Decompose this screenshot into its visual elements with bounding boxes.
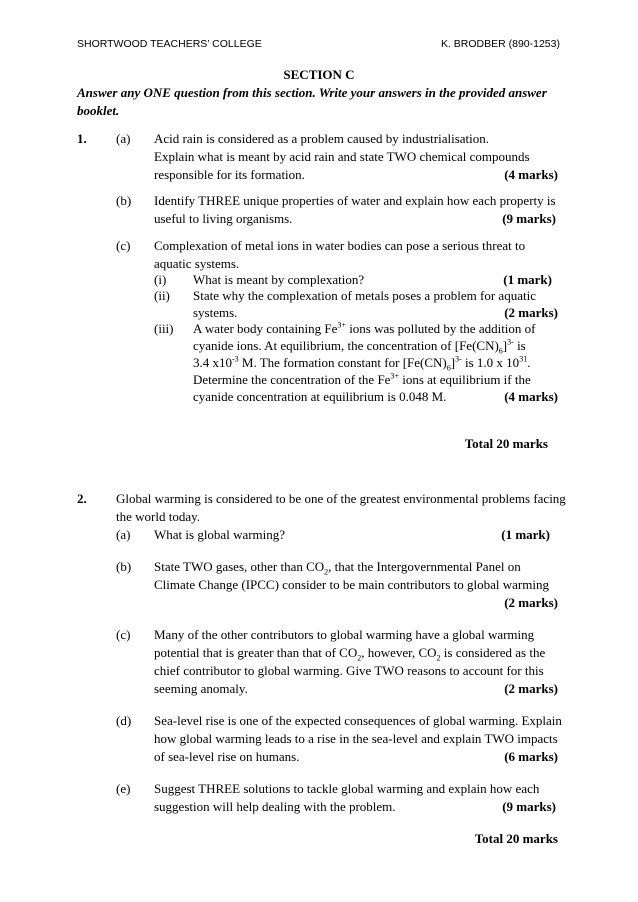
q1ci-label: (i)	[154, 272, 167, 287]
q2d-line-3: of sea-level rise on humans.	[154, 749, 300, 764]
q2d-line-2: how global warming leads to a rise in the sea-level and explain TWO impacts	[154, 731, 558, 746]
q1cii-marks: (2 marks)	[504, 305, 558, 320]
q2c-line-2: potential that is greater than that of $CO_2$, however, $CO_2$ is considered as the	[154, 645, 546, 663]
q2c-marks: (2 marks)	[504, 681, 558, 696]
q2b-marks: (2 marks)	[504, 595, 558, 610]
q2-intro-line-2: the world today.	[116, 509, 200, 524]
q2-total: Total 20 marks	[474, 831, 558, 846]
q1b-line-2: useful to living organisms.	[154, 211, 293, 226]
section-title: SECTION C	[283, 67, 355, 82]
q1a-line-3: responsible for its formation.	[154, 167, 305, 182]
q1ciii-label: (iii)	[154, 321, 174, 336]
q1b-label: (b)	[116, 193, 132, 208]
q1ciii-line-3: 3.4 $x10^{-3}$ M. The formation constant for $[Fe(CN)_6]^{3-}$ is 1.0 x $10^{31}$.	[193, 354, 531, 373]
instructions-line-2: booklet.	[77, 103, 120, 118]
q1ciii-line-5: cyanide concentration at equilibrium is 0.048 M.	[193, 389, 447, 404]
q2b-label: (b)	[116, 559, 132, 574]
q1c-line-2: aquatic systems.	[154, 256, 240, 271]
q1a-label: (a)	[116, 131, 131, 146]
q2a-marks: (1 mark)	[501, 527, 550, 542]
q2d-marks: (6 marks)	[504, 749, 558, 764]
q2c-line-1: Many of the other contributors to global warming have a global warming	[154, 627, 535, 642]
q1a-line-2: Explain what is meant by acid rain and state TWO chemical compounds	[154, 149, 530, 164]
q2c-line-4: seeming anomaly.	[154, 681, 248, 696]
q2d-line-1: Sea-level rise is one of the expected consequences of global warming. Explain	[154, 713, 562, 728]
q1c-label: (c)	[116, 238, 131, 253]
q1ciii-line-1: A water body containing $Fe^{3+}$ ions was polluted by the addition of	[193, 320, 536, 336]
q1cii-line-1: State why the complexation of metals poses a problem for aquatic	[193, 288, 536, 303]
instructions-line-1: Answer any ONE question from this section. Write your answers in the provided answer	[77, 85, 547, 100]
q1a-line-1: Acid rain is considered as a problem caused by industrialisation.	[154, 131, 490, 146]
q2e-marks: (9 marks)	[502, 799, 556, 814]
q1ci-text: What is meant by complexation?	[193, 272, 365, 287]
q2-intro-line-1: Global warming is considered to be one of the greatest environmental problems facing	[116, 491, 566, 506]
q1c-line-1: Complexation of metal ions in water bodies can pose a serious threat to	[154, 238, 526, 253]
q2e-line-1: Suggest THREE solutions to tackle global warming and explain how each	[154, 781, 540, 796]
q1ciii-line-4: Determine the concentration of the $Fe^{3+}$ ions at equilibrium if the	[193, 371, 531, 387]
q1cii-line-2: systems.	[193, 305, 238, 320]
q2b-line-1: State TWO gases, other than $CO_2$, that the Intergovernmental Panel on	[154, 559, 521, 577]
header-college: SHORTWOOD TEACHERS’ COLLEGE	[77, 38, 262, 50]
q1ciii-line-2: cyanide ions. At equilibrium, the concentration of $[Fe(CN)_6]^{3-}$ is	[193, 337, 526, 356]
q1cii-label: (ii)	[154, 288, 170, 303]
q1ci-marks: (1 mark)	[503, 272, 552, 287]
q1b-line-1: Identify THREE unique properties of water and explain how each property is	[154, 193, 556, 208]
q2b-line-2: Climate Change (IPCC) consider to be main contributors to global warming	[154, 577, 549, 592]
q2e-label: (e)	[116, 781, 131, 796]
q1ciii-marks: (4 marks)	[504, 389, 558, 404]
q2-number: 2.	[77, 491, 87, 506]
q2c-label: (c)	[116, 627, 131, 642]
q1-total: Total 20 marks	[464, 436, 548, 451]
q2a-text: What is global warming?	[154, 527, 286, 542]
q1a-marks: (4 marks)	[504, 167, 558, 182]
q1b-marks: (9 marks)	[502, 211, 556, 226]
q1-number: 1.	[77, 131, 87, 146]
q2c-line-3: chief contributor to global warming. Give TWO reasons to account for this	[154, 663, 544, 678]
q2e-line-2: suggestion will help dealing with the problem.	[154, 799, 396, 814]
q2d-label: (d)	[116, 713, 132, 728]
header-author: K. BRODBER (890-1253)	[440, 38, 560, 50]
q2a-label: (a)	[116, 527, 131, 542]
